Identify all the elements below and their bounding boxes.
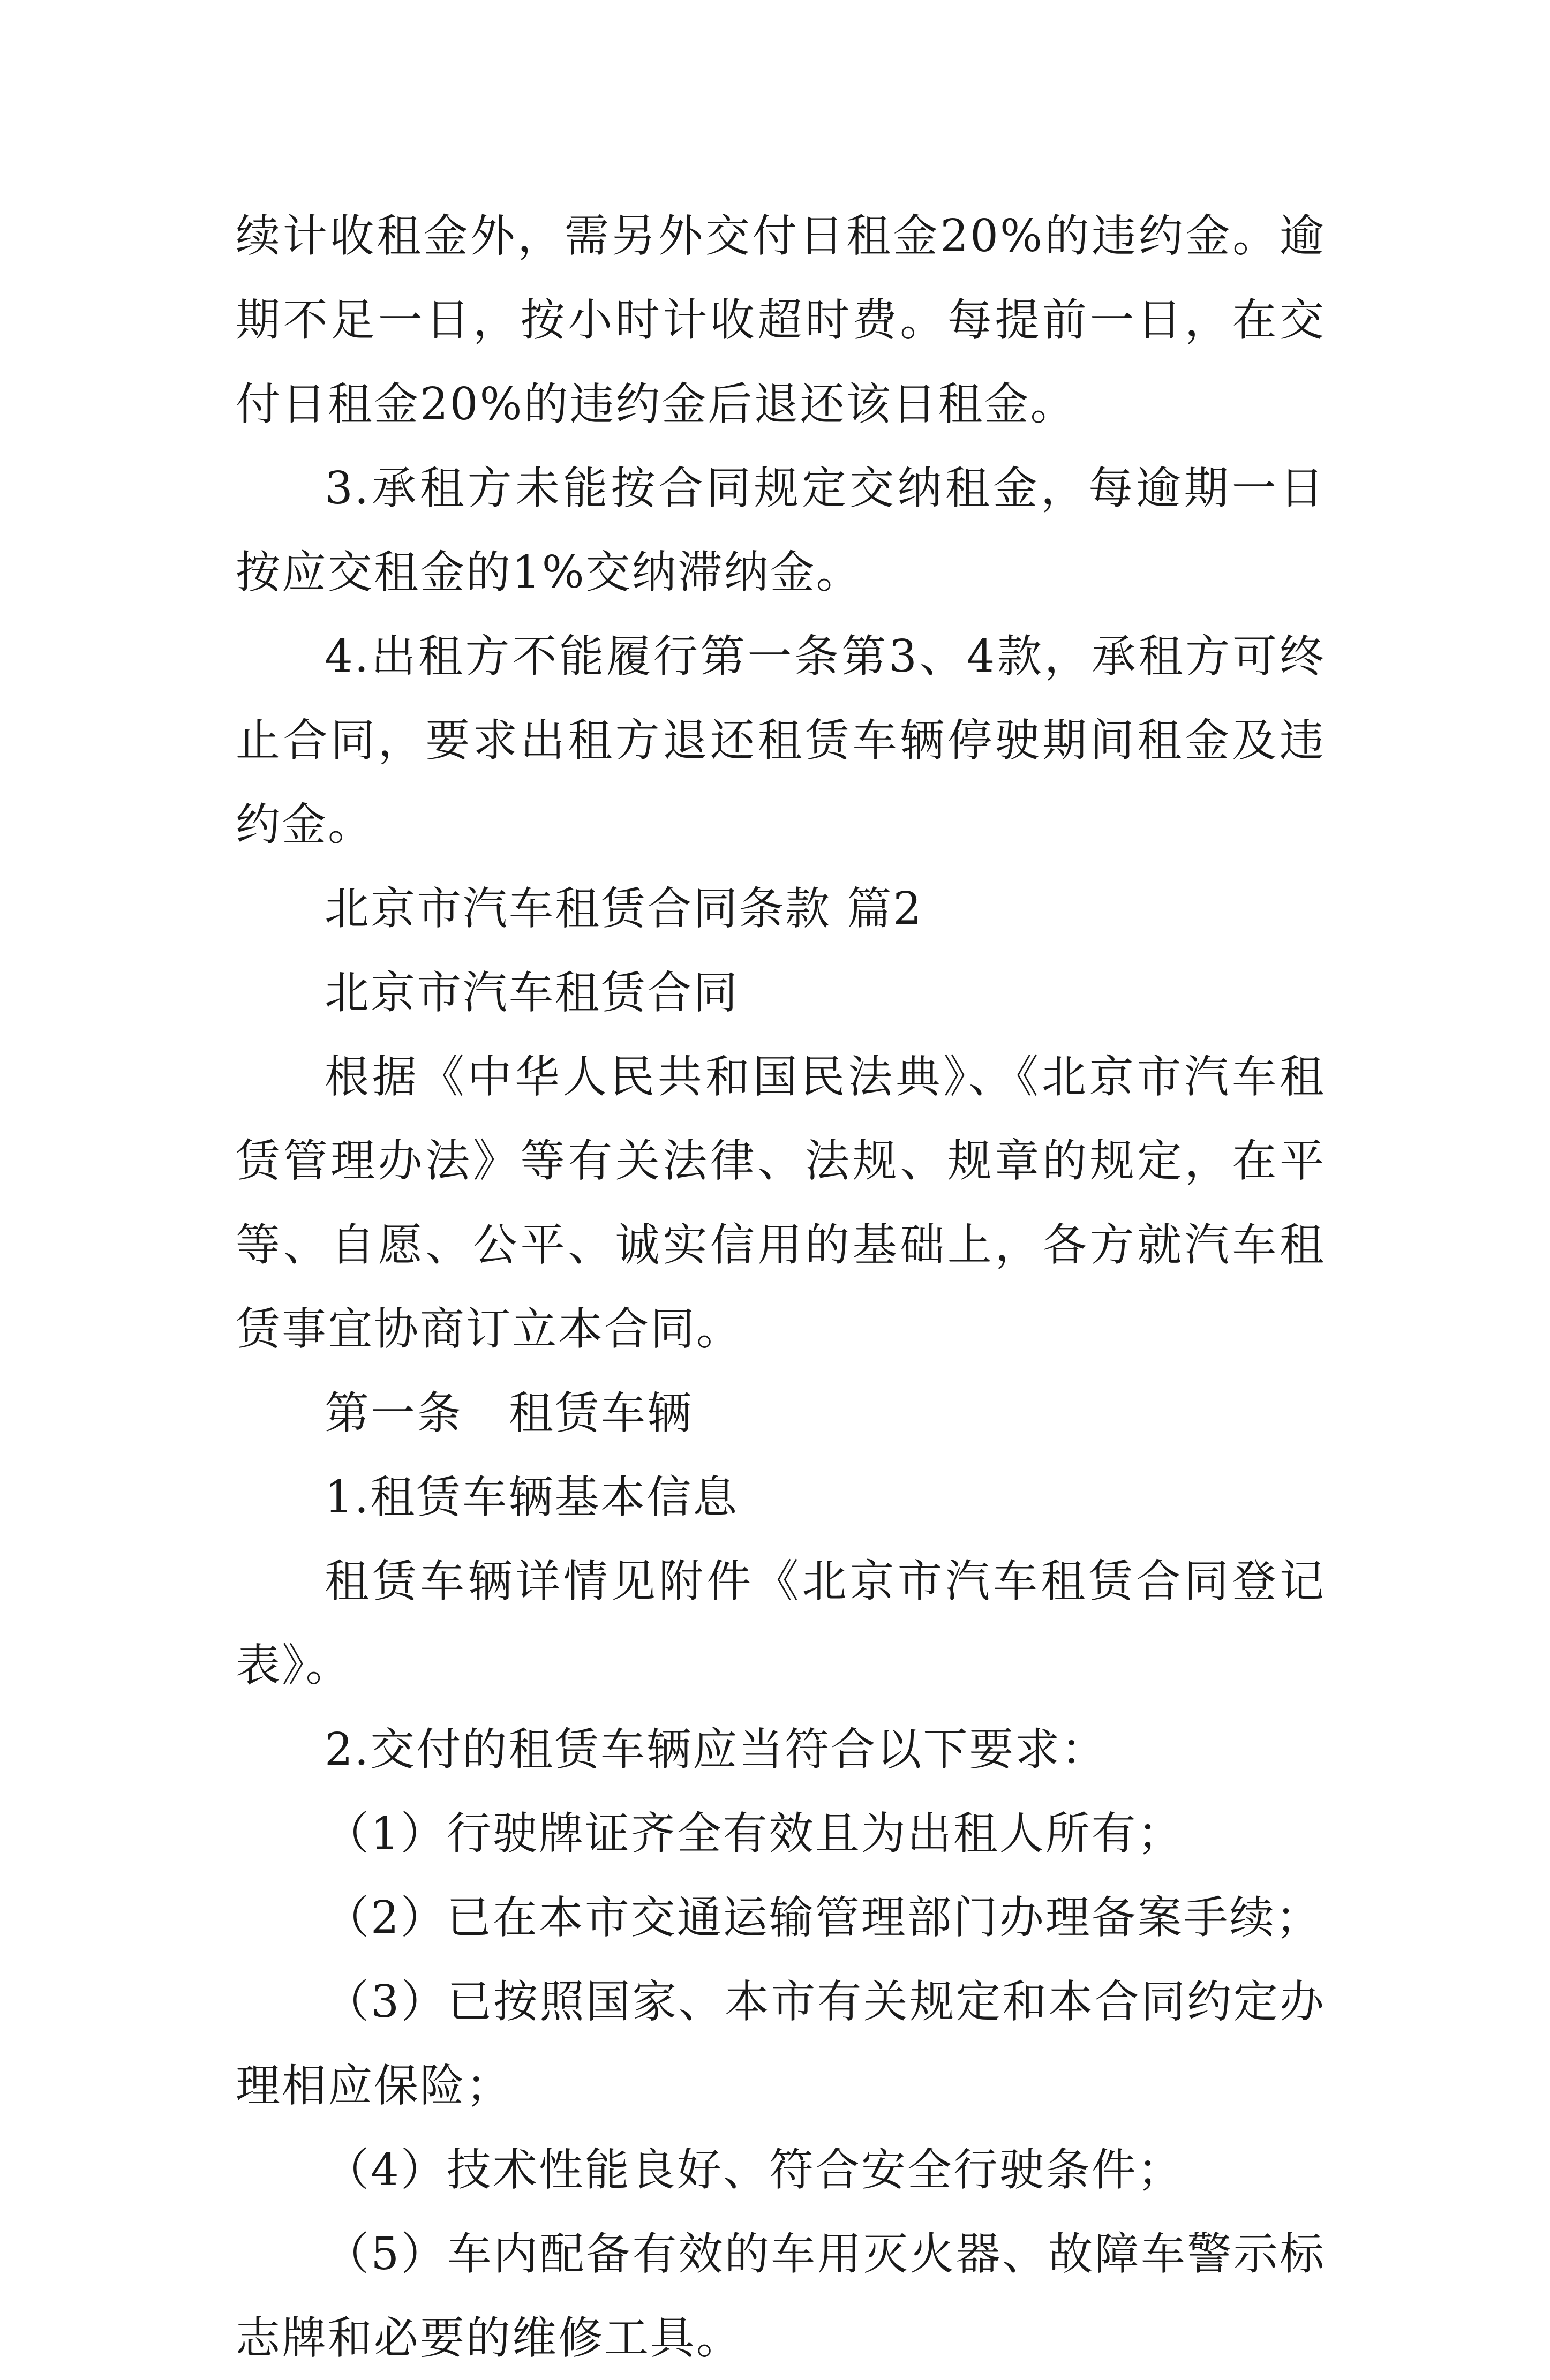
- requirement-item-5: （5）车内配备有效的车用灭火器、故障车警示标志牌和必要的维修工具。: [236, 2228, 1326, 2364]
- requirement-item-4: （4）技术性能良好、符合安全行驶条件；: [325, 2144, 1184, 2196]
- clause-vehicle-details: 租赁车辆详情见附件《北京市汽车租赁合同登记表》。: [236, 1555, 1326, 1691]
- requirement-item-2: （2）已在本市交通运输管理部门办理备案手续；: [325, 1892, 1322, 1944]
- paragraph-legal-basis: 根据《中华人民共和国民法典》、《北京市汽车租赁管理办法》等有关法律、法规、规章的规定，在平等、自愿、公平、诚实信用的基础上，各方就汽车租赁事宜协商订立本合同。: [236, 1051, 1326, 1355]
- paragraph-late-payment: 3.承租方未能按合同规定交纳租金，每逾期一日按应交租金的1%交纳滞纳金。: [236, 462, 1326, 598]
- contract-title: 北京市汽车租赁合同: [325, 967, 739, 1019]
- paragraph-lessor-breach: 4.出租方不能履行第一条第3、4款，承租方可终止合同，要求出租方退还租赁车辆停驶期间租金及违约金。: [236, 630, 1326, 850]
- clause-delivery-requirements: 2.交付的租赁车辆应当符合以下要求：: [325, 1723, 1108, 1775]
- requirement-item-1: （1）行驶牌证齐全有效且为出租人所有；: [325, 1807, 1184, 1859]
- document-page: [236, 194, 1326, 2380]
- article-heading-rental-vehicle: 第一条 租赁车辆: [325, 1387, 693, 1439]
- paragraph-overdue-fee: 续计收租金外，需另外交付日租金20%的违约金。逾期不足一日，按小时计收超时费。每提前一日，在交付日租金20%的违约金后退还该日租金。: [236, 210, 1326, 430]
- clause-vehicle-info: 1.租赁车辆基本信息: [325, 1471, 739, 1523]
- requirement-item-3: （3）已按照国家、本市有关规定和本合同约定办理相应保险；: [236, 1976, 1326, 2112]
- section-heading-part2: 北京市汽车租赁合同条款 篇2: [325, 883, 923, 935]
